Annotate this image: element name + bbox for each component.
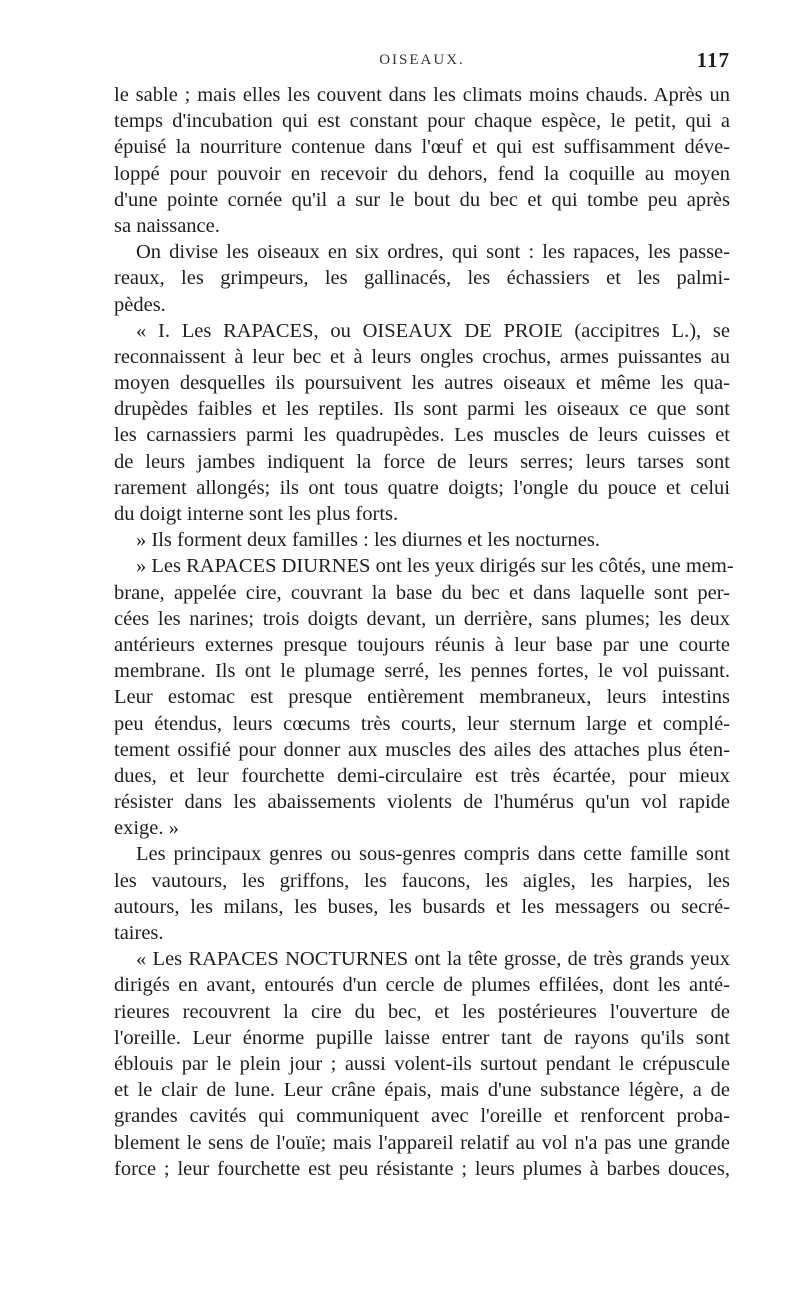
book-page bbox=[114, 44, 734, 1182]
text-line: » Ils forment deux familles : les diurnes et les nocturnes. bbox=[136, 529, 600, 552]
text-line: exige. » bbox=[114, 817, 179, 840]
text-line: On divise les oiseaux en six ordres, qui sont : les rapaces, les passe- bbox=[136, 241, 730, 264]
page-number: 117 bbox=[696, 48, 730, 72]
text-line: taires. bbox=[114, 922, 164, 944]
text-line: autours, les milans, les buses, les busards et les messagers ou secré- bbox=[114, 895, 730, 918]
text-line: dirigés en avant, entourés d'un cercle de plumes effilées, dont les anté- bbox=[114, 974, 730, 997]
body-text bbox=[114, 82, 734, 1182]
text-line: cées les narines; trois doigts devant, un derrière, sans plumes; les deux bbox=[114, 607, 730, 630]
text-line: loppé pour pouvoir en recevoir du dehors, fend la coquille au moyen bbox=[114, 162, 730, 185]
text-line: l'oreille. Leur énorme pupille laisse entrer tant de rayons qu'ils sont bbox=[114, 1026, 730, 1049]
text-line: du doigt interne sont les plus forts. bbox=[114, 503, 399, 525]
text-line: force ; leur fourchette est peu résistante ; leurs plumes à barbes douces, bbox=[114, 1157, 730, 1180]
text-line: d'une pointe cornée qu'il a sur le bout du bec et qui tombe peu après bbox=[114, 188, 730, 211]
text-line: reaux, les grimpeurs, les gallinacés, les échassiers et les palmi- bbox=[114, 267, 730, 290]
text-line: peu étendus, leurs cœcums très courts, leur sternum large et complé- bbox=[114, 712, 730, 735]
text-line: pèdes. bbox=[114, 293, 166, 316]
text-line: tement ossifié pour donner aux muscles des ailes des attaches plus éten- bbox=[114, 738, 730, 761]
text-line: Leur estomac est presque entièrement membraneux, leurs intestins bbox=[114, 686, 730, 709]
text-line: brane, appelée cire, couvrant la base du bec et dans laquelle sont per- bbox=[114, 581, 730, 604]
text-line: les carnassiers parmi les quadrupèdes. Les muscles de leurs cuisses et bbox=[114, 424, 730, 447]
page-header bbox=[114, 44, 730, 82]
text-line: membrane. Ils ont le plumage serré, les pennes fortes, le vol puissant. bbox=[114, 660, 730, 683]
text-line: moyen desquelles ils poursuivent les autres oiseaux et même les qua- bbox=[114, 372, 730, 395]
text-line: le sable ; mais elles les couvent dans les climats moins chauds. Après un bbox=[114, 84, 730, 106]
text-line: de leurs jambes indiquent la force de leurs serres; leurs tarses sont bbox=[114, 450, 730, 473]
text-line: dues, et leur fourchette demi-circulaire est très écartée, pour mieux bbox=[114, 764, 730, 787]
text-line: drupèdes faibles et les reptiles. Ils sont parmi les oiseaux ce que sont bbox=[114, 398, 730, 421]
running-head: OISEAUX. bbox=[379, 52, 465, 68]
text-line: les vautours, les griffons, les faucons, les aigles, les harpies, les bbox=[114, 869, 730, 892]
text-line: éblouis par le plein jour ; aussi volent-ils surtout pendant le crépuscule bbox=[114, 1052, 730, 1075]
text-line: « Les RAPACES NOCTURNES ont la tête grosse, de très grands yeux bbox=[136, 948, 730, 971]
text-line: antérieurs externes presque toujours réunis à leur base par une courte bbox=[114, 633, 730, 656]
text-line: et le clair de lune. Leur crâne épais, mais d'une substance légère, a de bbox=[114, 1079, 730, 1102]
text-line: temps d'incubation qui est constant pour chaque espèce, le petit, qui a bbox=[114, 110, 730, 133]
text-line: rieures recouvrent la cire du bec, et les postérieures l'ouverture de bbox=[114, 1000, 730, 1023]
text-line: » Les RAPACES DIURNES ont les yeux dirigés sur les côtés, une mem- bbox=[136, 555, 734, 578]
text-line: rarement allongés; ils ont tous quatre doigts; l'ongle du pouce et celui bbox=[114, 476, 730, 499]
text-line: sa naissance. bbox=[114, 214, 220, 237]
text-line: reconnaissent à leur bec et à leurs ongles crochus, armes puissantes au bbox=[114, 345, 730, 368]
text-line: épuisé la nourriture contenue dans l'œuf et qui est suffisamment déve- bbox=[114, 136, 730, 159]
text-line: grandes cavités qui communiquent avec l'oreille et renforcent proba- bbox=[114, 1105, 730, 1128]
text-line: « I. Les RAPACES, ou OISEAUX DE PROIE (accipitres L.), se bbox=[136, 319, 730, 342]
text-line: résister dans les abaissements violents de l'humérus qu'un vol rapide bbox=[114, 791, 730, 814]
text-line: blement le sens de l'ouïe; mais l'appareil relatif au vol n'a pas une grande bbox=[114, 1131, 730, 1154]
text-line: Les principaux genres ou sous-genres compris dans cette famille sont bbox=[136, 843, 730, 866]
